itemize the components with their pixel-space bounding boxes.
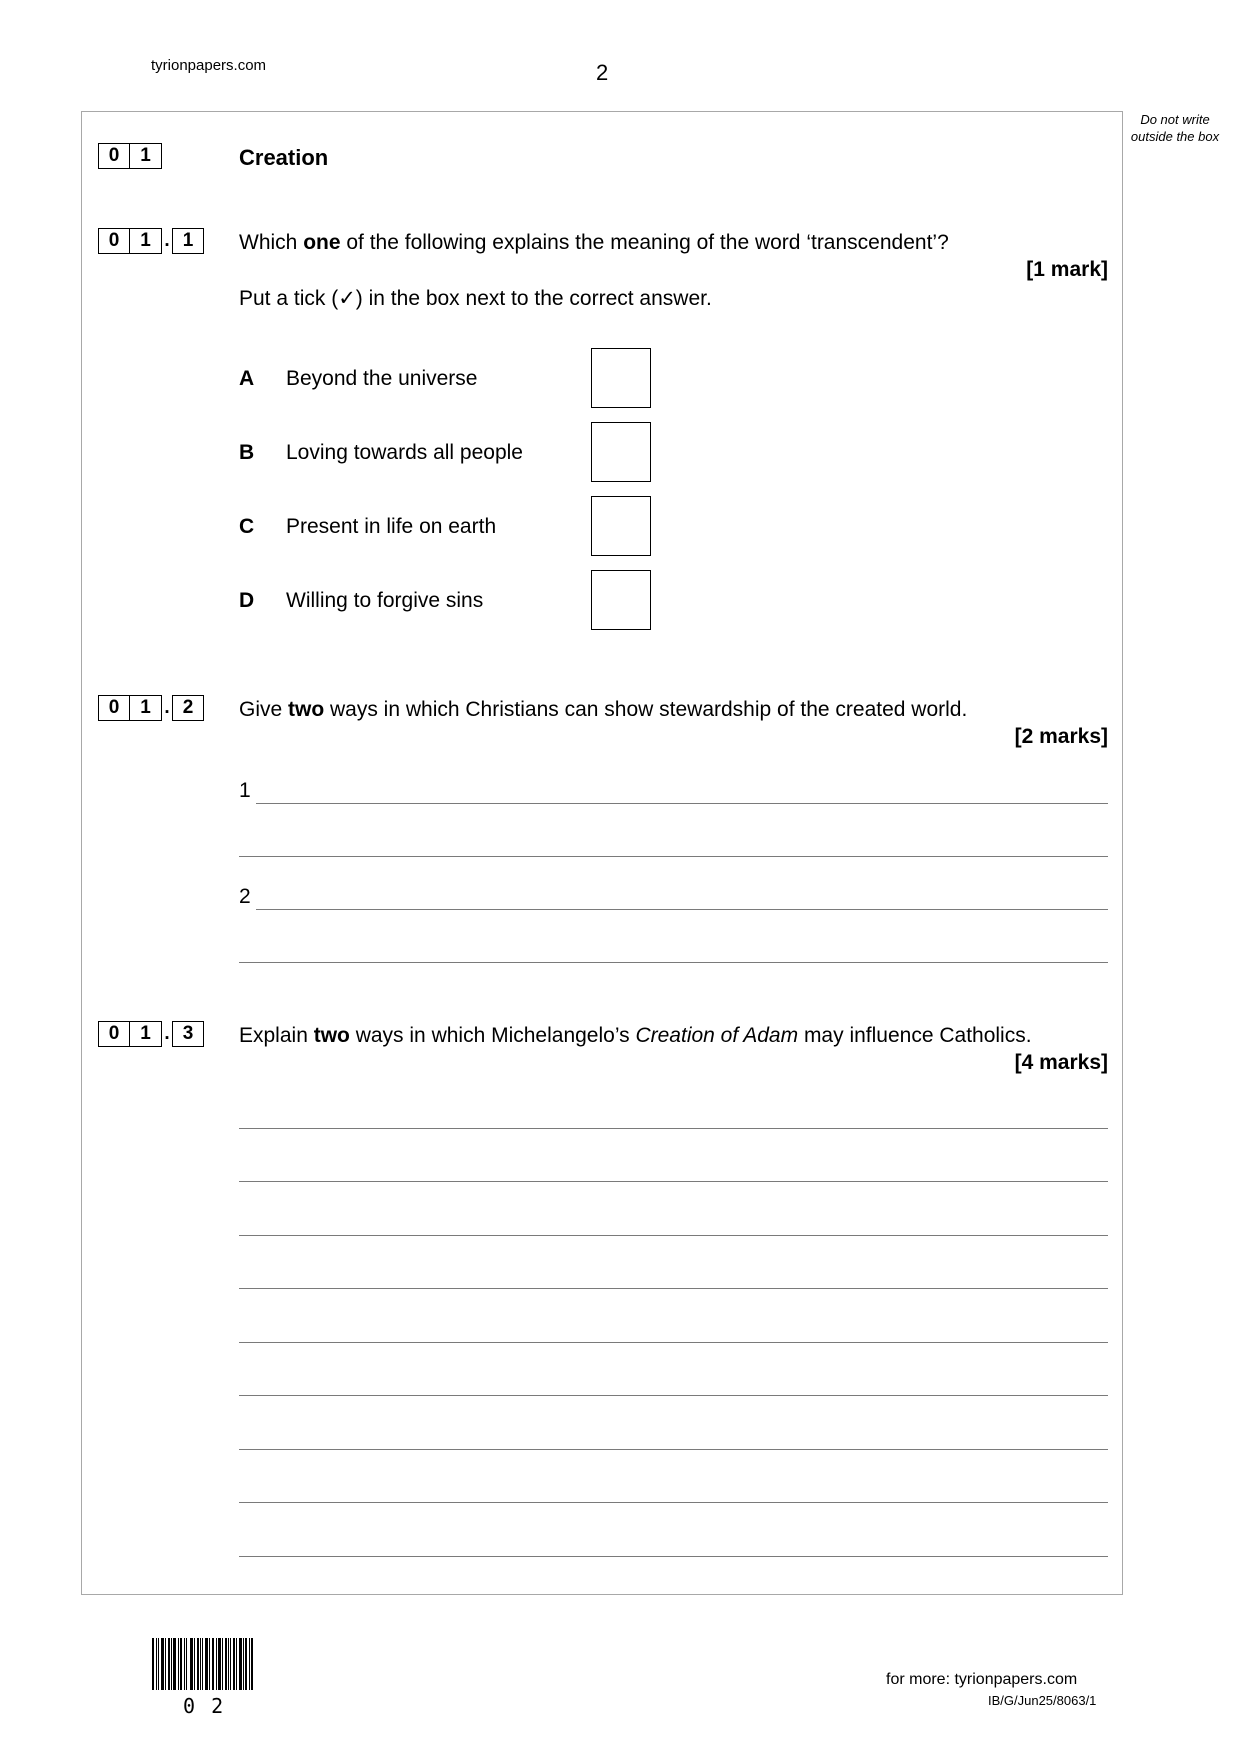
marks-label: [1 mark] bbox=[1026, 258, 1108, 281]
question-text-before: Which bbox=[239, 231, 304, 254]
question-text-mid: ways in which Michelangelo’s bbox=[349, 1024, 636, 1047]
question-text-after: ways in which Christians can show stewardship of the created world. bbox=[324, 698, 968, 721]
question-text-bold: two bbox=[288, 698, 325, 721]
question-text bbox=[239, 1024, 1032, 1048]
marks-label: [4 marks] bbox=[1014, 1051, 1108, 1074]
digit-box: 3 bbox=[172, 1021, 204, 1047]
answer-line[interactable] bbox=[239, 1128, 1108, 1129]
answer-line[interactable] bbox=[239, 1449, 1108, 1450]
answer-line[interactable] bbox=[239, 1556, 1108, 1557]
answer-line[interactable] bbox=[239, 1181, 1108, 1182]
option-text: Willing to forgive sins bbox=[286, 589, 484, 612]
barcode bbox=[152, 1638, 265, 1690]
digit-box: 0 bbox=[98, 228, 130, 254]
question-text bbox=[239, 698, 967, 722]
page-number: 2 bbox=[596, 60, 609, 85]
answer-number: 2 bbox=[239, 885, 251, 908]
question-text bbox=[239, 231, 949, 255]
digit-box: 1 bbox=[172, 228, 204, 254]
tick-box-d[interactable] bbox=[591, 570, 651, 630]
question-text-bold: two bbox=[313, 1024, 350, 1047]
answer-line[interactable] bbox=[239, 962, 1108, 963]
answer-line[interactable] bbox=[256, 909, 1108, 910]
paper-code: IB/G/Jun25/8063/1 bbox=[988, 1693, 1097, 1708]
question-text-before: Explain bbox=[239, 1024, 314, 1047]
separator-dot: . bbox=[164, 230, 170, 251]
site-name: tyrionpapers.com bbox=[151, 57, 267, 74]
question-text-bold: one bbox=[303, 231, 341, 254]
option-text: Loving towards all people bbox=[286, 441, 523, 464]
answer-line[interactable] bbox=[239, 1235, 1108, 1236]
question-text-italic: Creation of Adam bbox=[635, 1024, 799, 1047]
digit-box: 0 bbox=[98, 695, 130, 721]
instruction-text: Put a tick (✓) in the box next to the correct answer. bbox=[239, 287, 712, 310]
answer-line[interactable] bbox=[239, 1288, 1108, 1289]
tick-box-a[interactable] bbox=[591, 348, 651, 408]
option-letter: C bbox=[239, 515, 255, 538]
question-number-01-2 bbox=[98, 695, 204, 721]
digit-box: 2 bbox=[172, 695, 204, 721]
answer-line[interactable] bbox=[239, 856, 1108, 857]
question-text-before: Give bbox=[239, 698, 289, 721]
section-number bbox=[98, 143, 162, 169]
tick-box-b[interactable] bbox=[591, 422, 651, 482]
question-number-01-1 bbox=[98, 228, 204, 254]
option-letter: D bbox=[239, 589, 255, 612]
separator-dot: . bbox=[164, 697, 170, 718]
answer-line[interactable] bbox=[239, 1395, 1108, 1396]
option-text: Present in life on earth bbox=[286, 515, 497, 538]
digit-box: 0 bbox=[98, 143, 130, 169]
margin-note: Do not write outside the box bbox=[1130, 112, 1220, 144]
answer-number: 1 bbox=[239, 779, 251, 802]
marks-label: [2 marks] bbox=[1014, 725, 1108, 748]
question-text-after: may influence Catholics. bbox=[798, 1024, 1032, 1047]
barcode-number: 0 2 bbox=[183, 1694, 226, 1718]
digit-box: 1 bbox=[130, 1021, 162, 1047]
answer-frame bbox=[81, 111, 1123, 1595]
answer-line[interactable] bbox=[239, 1502, 1108, 1503]
question-number-01-3 bbox=[98, 1021, 204, 1047]
answer-line[interactable] bbox=[239, 1342, 1108, 1343]
option-text: Beyond the universe bbox=[286, 367, 478, 390]
footer-more-link[interactable]: for more: tyrionpapers.com bbox=[886, 1671, 1078, 1688]
separator-dot: . bbox=[164, 1023, 170, 1044]
option-letter: B bbox=[239, 441, 255, 464]
digit-box: 1 bbox=[130, 228, 162, 254]
question-text-after: of the following explains the meaning of the word ‘transcendent’? bbox=[340, 231, 949, 254]
digit-box: 1 bbox=[130, 695, 162, 721]
answer-line[interactable] bbox=[256, 803, 1108, 804]
digit-box: 0 bbox=[98, 1021, 130, 1047]
section-title: Creation bbox=[239, 145, 329, 170]
option-letter: A bbox=[239, 367, 255, 390]
digit-box: 1 bbox=[130, 143, 162, 169]
tick-box-c[interactable] bbox=[591, 496, 651, 556]
